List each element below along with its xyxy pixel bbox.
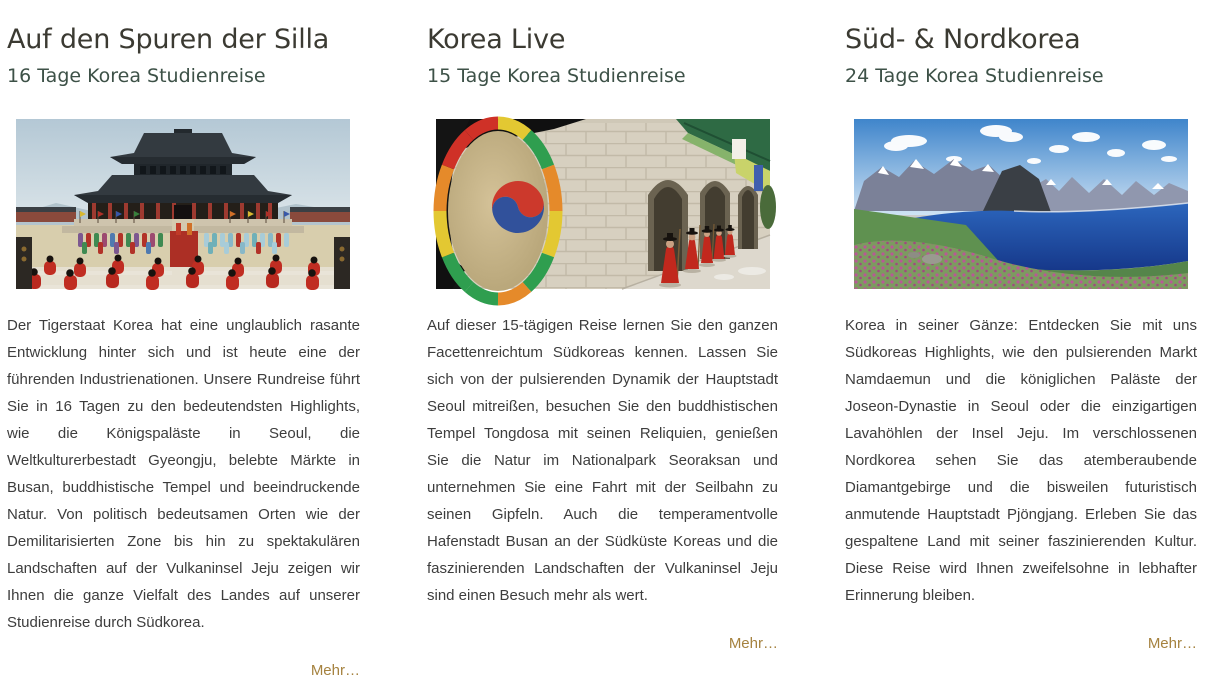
- tour-card-korea-live: [427, 24, 778, 680]
- more-link-silla[interactable]: Mehr…: [310, 661, 360, 679]
- tour-image-crater-lake[interactable]: [854, 119, 1188, 289]
- tour-title: Auf den Spuren der Silla: [7, 24, 330, 55]
- tour-subtitle: 16 Tage Korea Studienreise: [7, 65, 266, 88]
- more-row: [427, 635, 778, 653]
- tour-card-sued-nordkorea: [845, 24, 1197, 680]
- more-row: [7, 662, 360, 680]
- drum-and-guards-illustration: [436, 119, 770, 289]
- more-link-sued-nordkorea[interactable]: Mehr…: [1147, 634, 1197, 652]
- tour-description: Der Tigerstaat Korea hat eine unglaublich rasante Entwicklung hinter sich und ist heute eine der führenden Industrienationen. Unsere Rundreise führt Sie in 16 Tagen zu den bedeutendsten Highlights, wie die Königspaläste in Seoul, die Weltkulturerbestadt Gyeongju, belebte Märkte in Busan, buddhistische Tempel und beeindruckende Natur. Von politisch bedeutsamen Orten wie der Demilitarisierten Zone bis hin zu spektakulären Landschaften auf der Vulkaninsel Jeju zeigen wir Ihnen die ganze Vielfalt des Landes auf unserer Studienreise durch Südkorea.: [7, 316, 360, 631]
- tour-image-drum-guards[interactable]: [436, 119, 770, 289]
- tour-subtitle: 15 Tage Korea Studienreise: [427, 65, 686, 88]
- tour-title: Süd- & Nordkorea: [845, 24, 1081, 55]
- tour-image-palace-ceremony[interactable]: [16, 119, 350, 289]
- tour-card-silla: [7, 24, 360, 680]
- more-row: [845, 635, 1197, 653]
- palace-ceremony-illustration: [16, 119, 350, 289]
- more-link-korea-live[interactable]: Mehr…: [728, 634, 778, 652]
- tour-description: Korea in seiner Gänze: Entdecken Sie mit uns Südkoreas Highlights, wie den pulsierenden Markt Namdaemun und die königlichen Paläste der Joseon-Dynastie in Seoul oder die einzigartigen Lavahöhlen der Insel Jeju. Im verschlossenen Nordkorea sehen Sie das atemberaubende Diamantgebirge und die bisweilen futuristisch anmutende Hauptstadt Pjöngjang. Erleben Sie das gespaltene Land mit seiner faszinierenden Kultur. Diese Reise wird Ihnen zweifelsohne in lebhafter Erinnerung bleiben.: [845, 316, 1197, 604]
- tour-title: Korea Live: [427, 24, 566, 55]
- tour-subtitle: 24 Tage Korea Studienreise: [845, 65, 1104, 88]
- crater-lake-illustration: [854, 119, 1188, 289]
- tour-description: Auf dieser 15-tägigen Reise lernen Sie den ganzen Facettenreichtum Südkoreas kennen. Lassen Sie sich von der pulsierenden Dynamik der Hauptstadt Seoul mitreißen, besuchen Sie den buddhistischen Tempel Tongdosa mit seinen Reliquien, genießen Sie die Natur im Nationalpark Seoraksan und unternehmen Sie eine Fahrt mit der Seilbahn zu seinen Gipfeln. Auch die temperamentvolle Hafenstadt Busan an der Südküste Koreas und die faszinierenden Landschaften der Vulkaninsel Jeju sind einen Besuch mehr als wert.: [427, 316, 778, 604]
